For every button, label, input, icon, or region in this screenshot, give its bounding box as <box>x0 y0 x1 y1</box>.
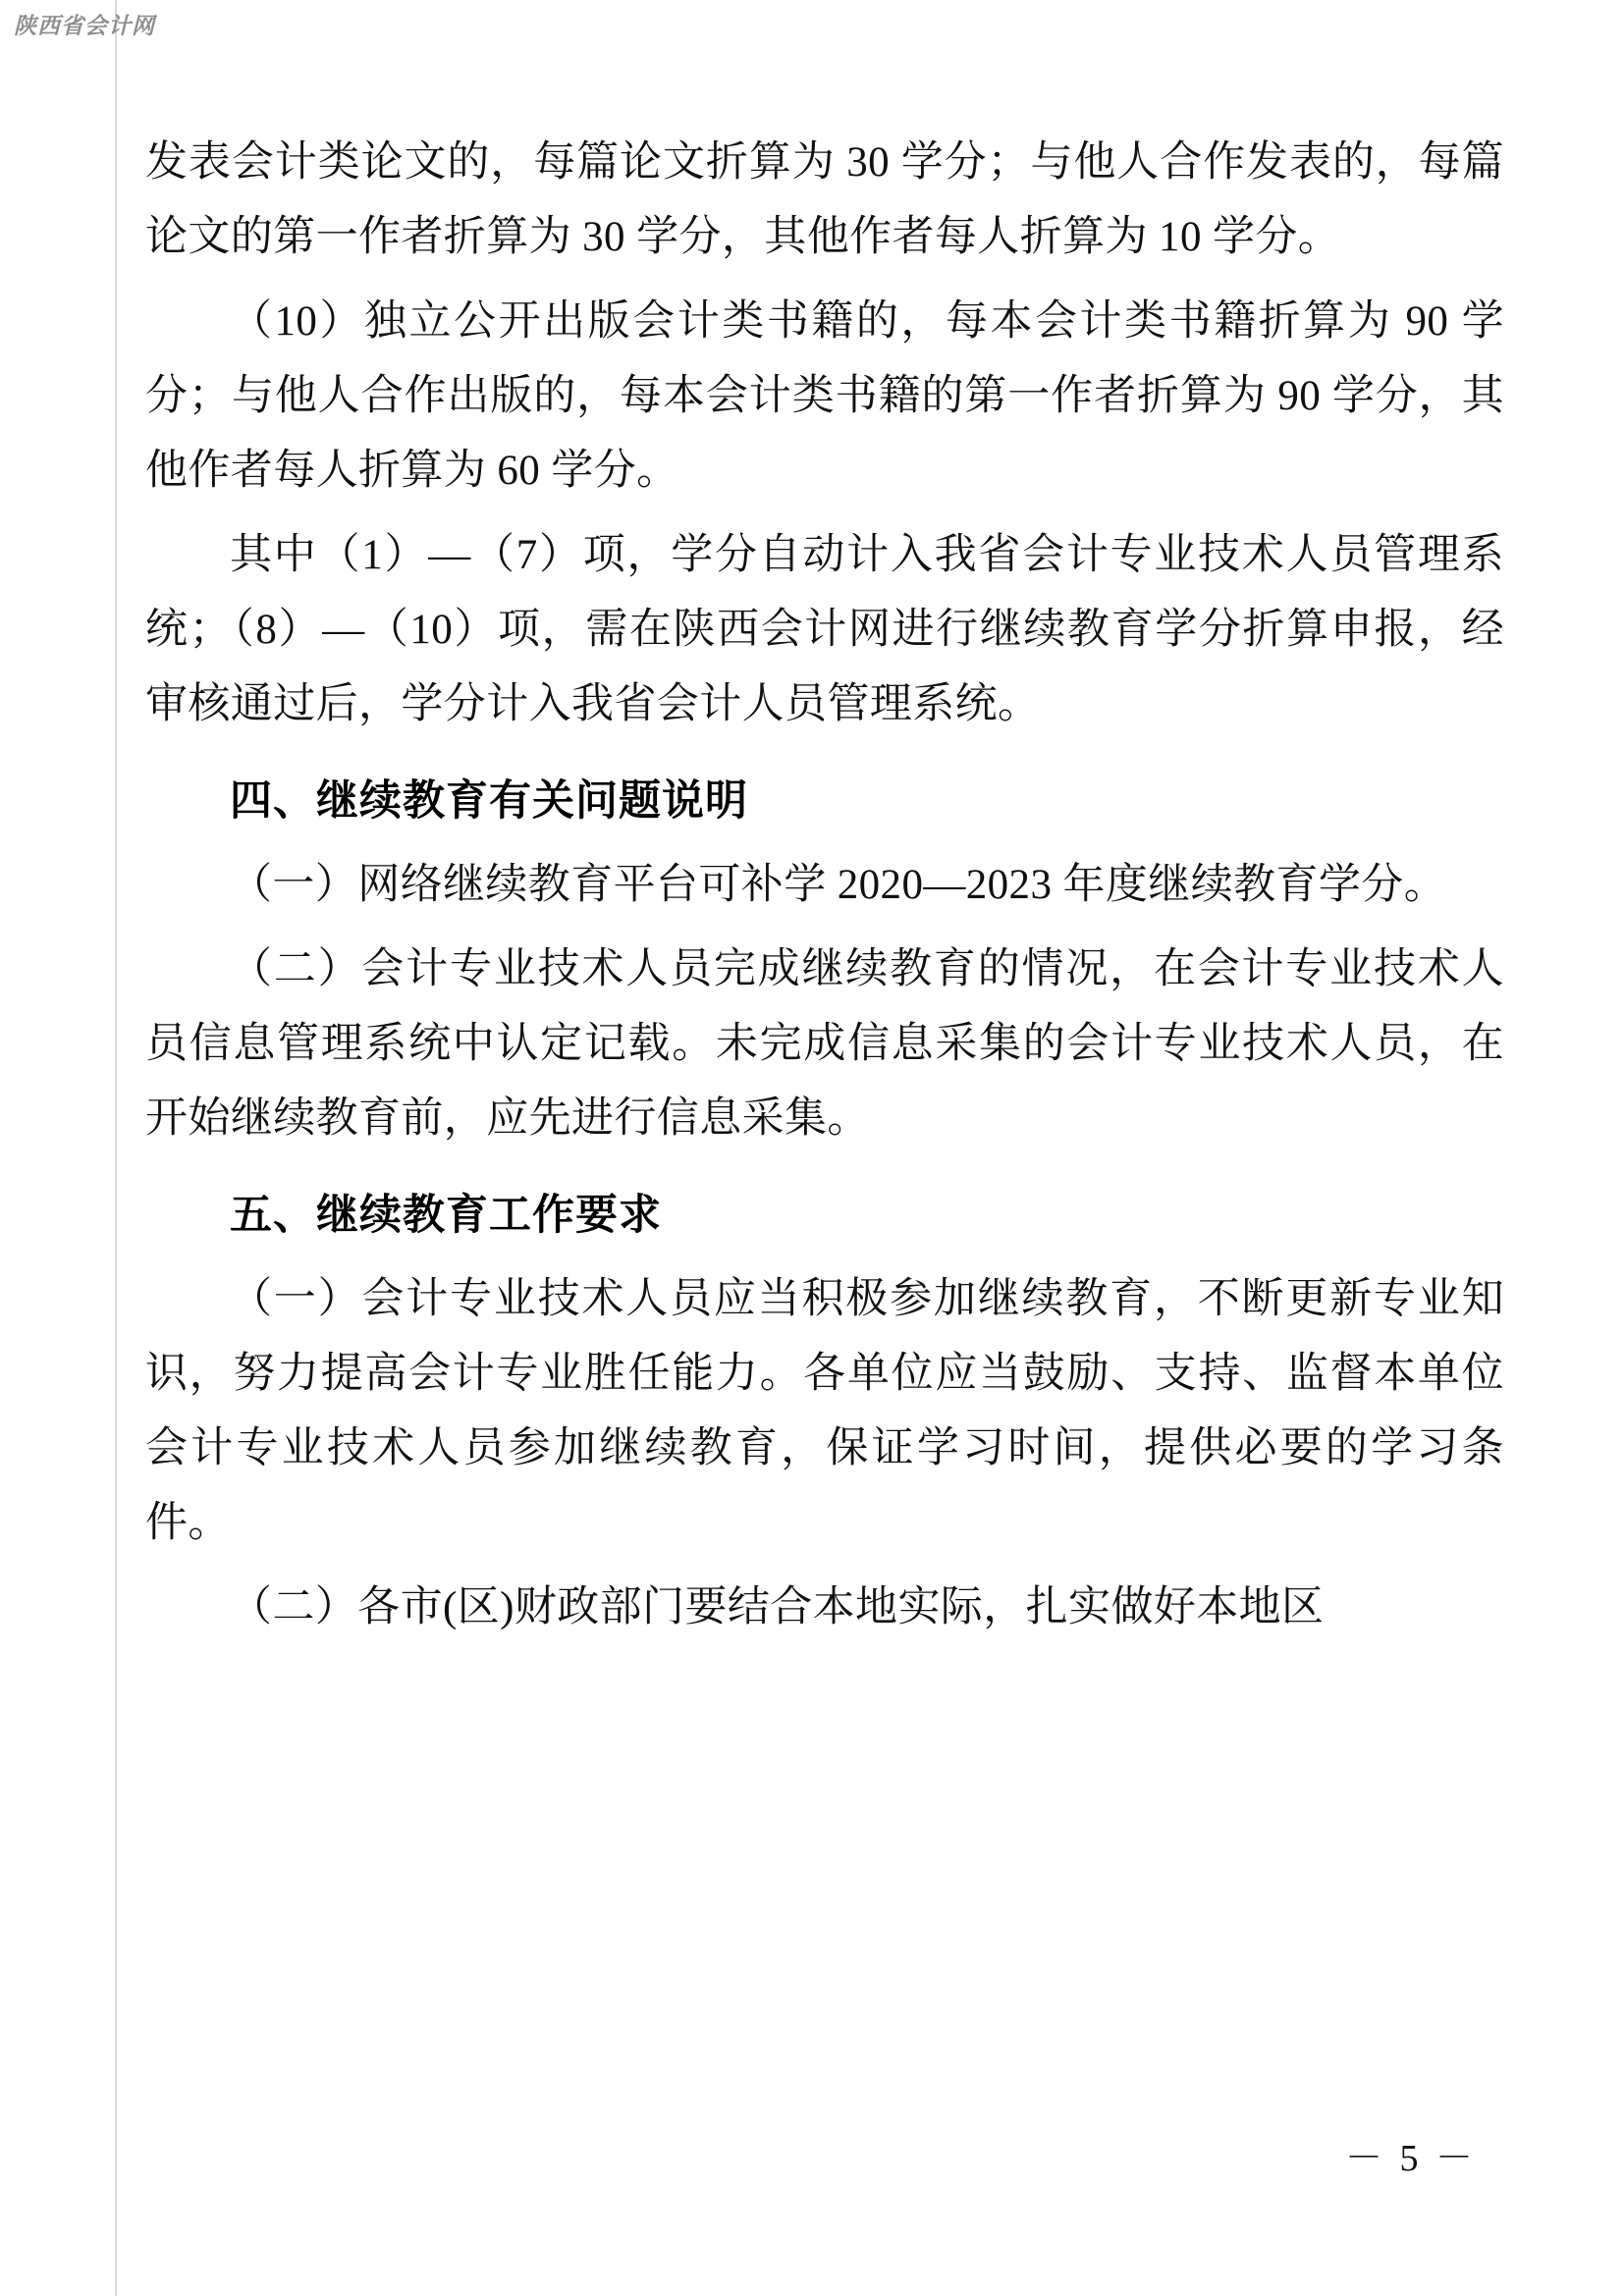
spacer <box>145 742 1504 764</box>
spacer <box>145 838 1504 848</box>
site-watermark: 陕西省会计网 <box>14 14 155 39</box>
page-number: － 5 － <box>1344 2138 1477 2179</box>
spacer <box>145 275 1504 285</box>
section-heading-five: 五、继续教育工作要求 <box>230 1191 662 1240</box>
paragraph-credit-routing: 其中（1）—（7）项，学分自动计入我省会计专业技术人员管理系统；（8）—（10）项，需在陕西会计网进行继续教育学分折算申报，经审核通过后，学分计入我省会计人员管理系统。 <box>145 532 1504 727</box>
spacer <box>145 1253 1504 1262</box>
spacer <box>145 1156 1504 1178</box>
page-left-rule <box>115 0 117 2296</box>
document-body <box>145 126 1504 1645</box>
section-heading-four: 四、继续教育有关问题说明 <box>230 776 748 826</box>
paragraph-five-two: （二）各市(区)财政部门要结合本地实际，扎实做好本地区 <box>230 1584 1325 1630</box>
spacer <box>145 508 1504 518</box>
paragraph-four-one: （一）网络继续教育平台可补学 2020—2023 年度继续教育学分。 <box>230 862 1447 908</box>
spacer <box>145 1561 1504 1571</box>
paragraph-four-two: （二）会计专业技术人员完成继续教育的情况，在会计专业技术人员信息管理系统中认定记载。未完成信息采集的会计专业技术人员，在开始继续教育前，应先进行信息采集。 <box>145 946 1504 1142</box>
spacer <box>145 923 1504 933</box>
paragraph-item-10: （10）独立公开出版会计类书籍的，每本会计类书籍折算为 90 学分；与他人合作出版的，每本会计类书籍的第一作者折算为 90 学分，其他作者每人折算为 60 学分。 <box>145 298 1504 494</box>
paragraph-five-one: （一）会计专业技术人员应当积极参加继续教育，不断更新专业知识，努力提高会计专业胜任能力。各单位应当鼓励、支持、监督本单位会计专业技术人员参加继续教育，保证学习时间，提供必要的学习条件。 <box>145 1276 1504 1546</box>
paragraph-continuation: 发表会计类论文的，每篇论文折算为 30 学分；与他人合作发表的，每篇论文的第一作者折算为 30 学分，其他作者每人折算为 10 学分。 <box>145 139 1504 260</box>
